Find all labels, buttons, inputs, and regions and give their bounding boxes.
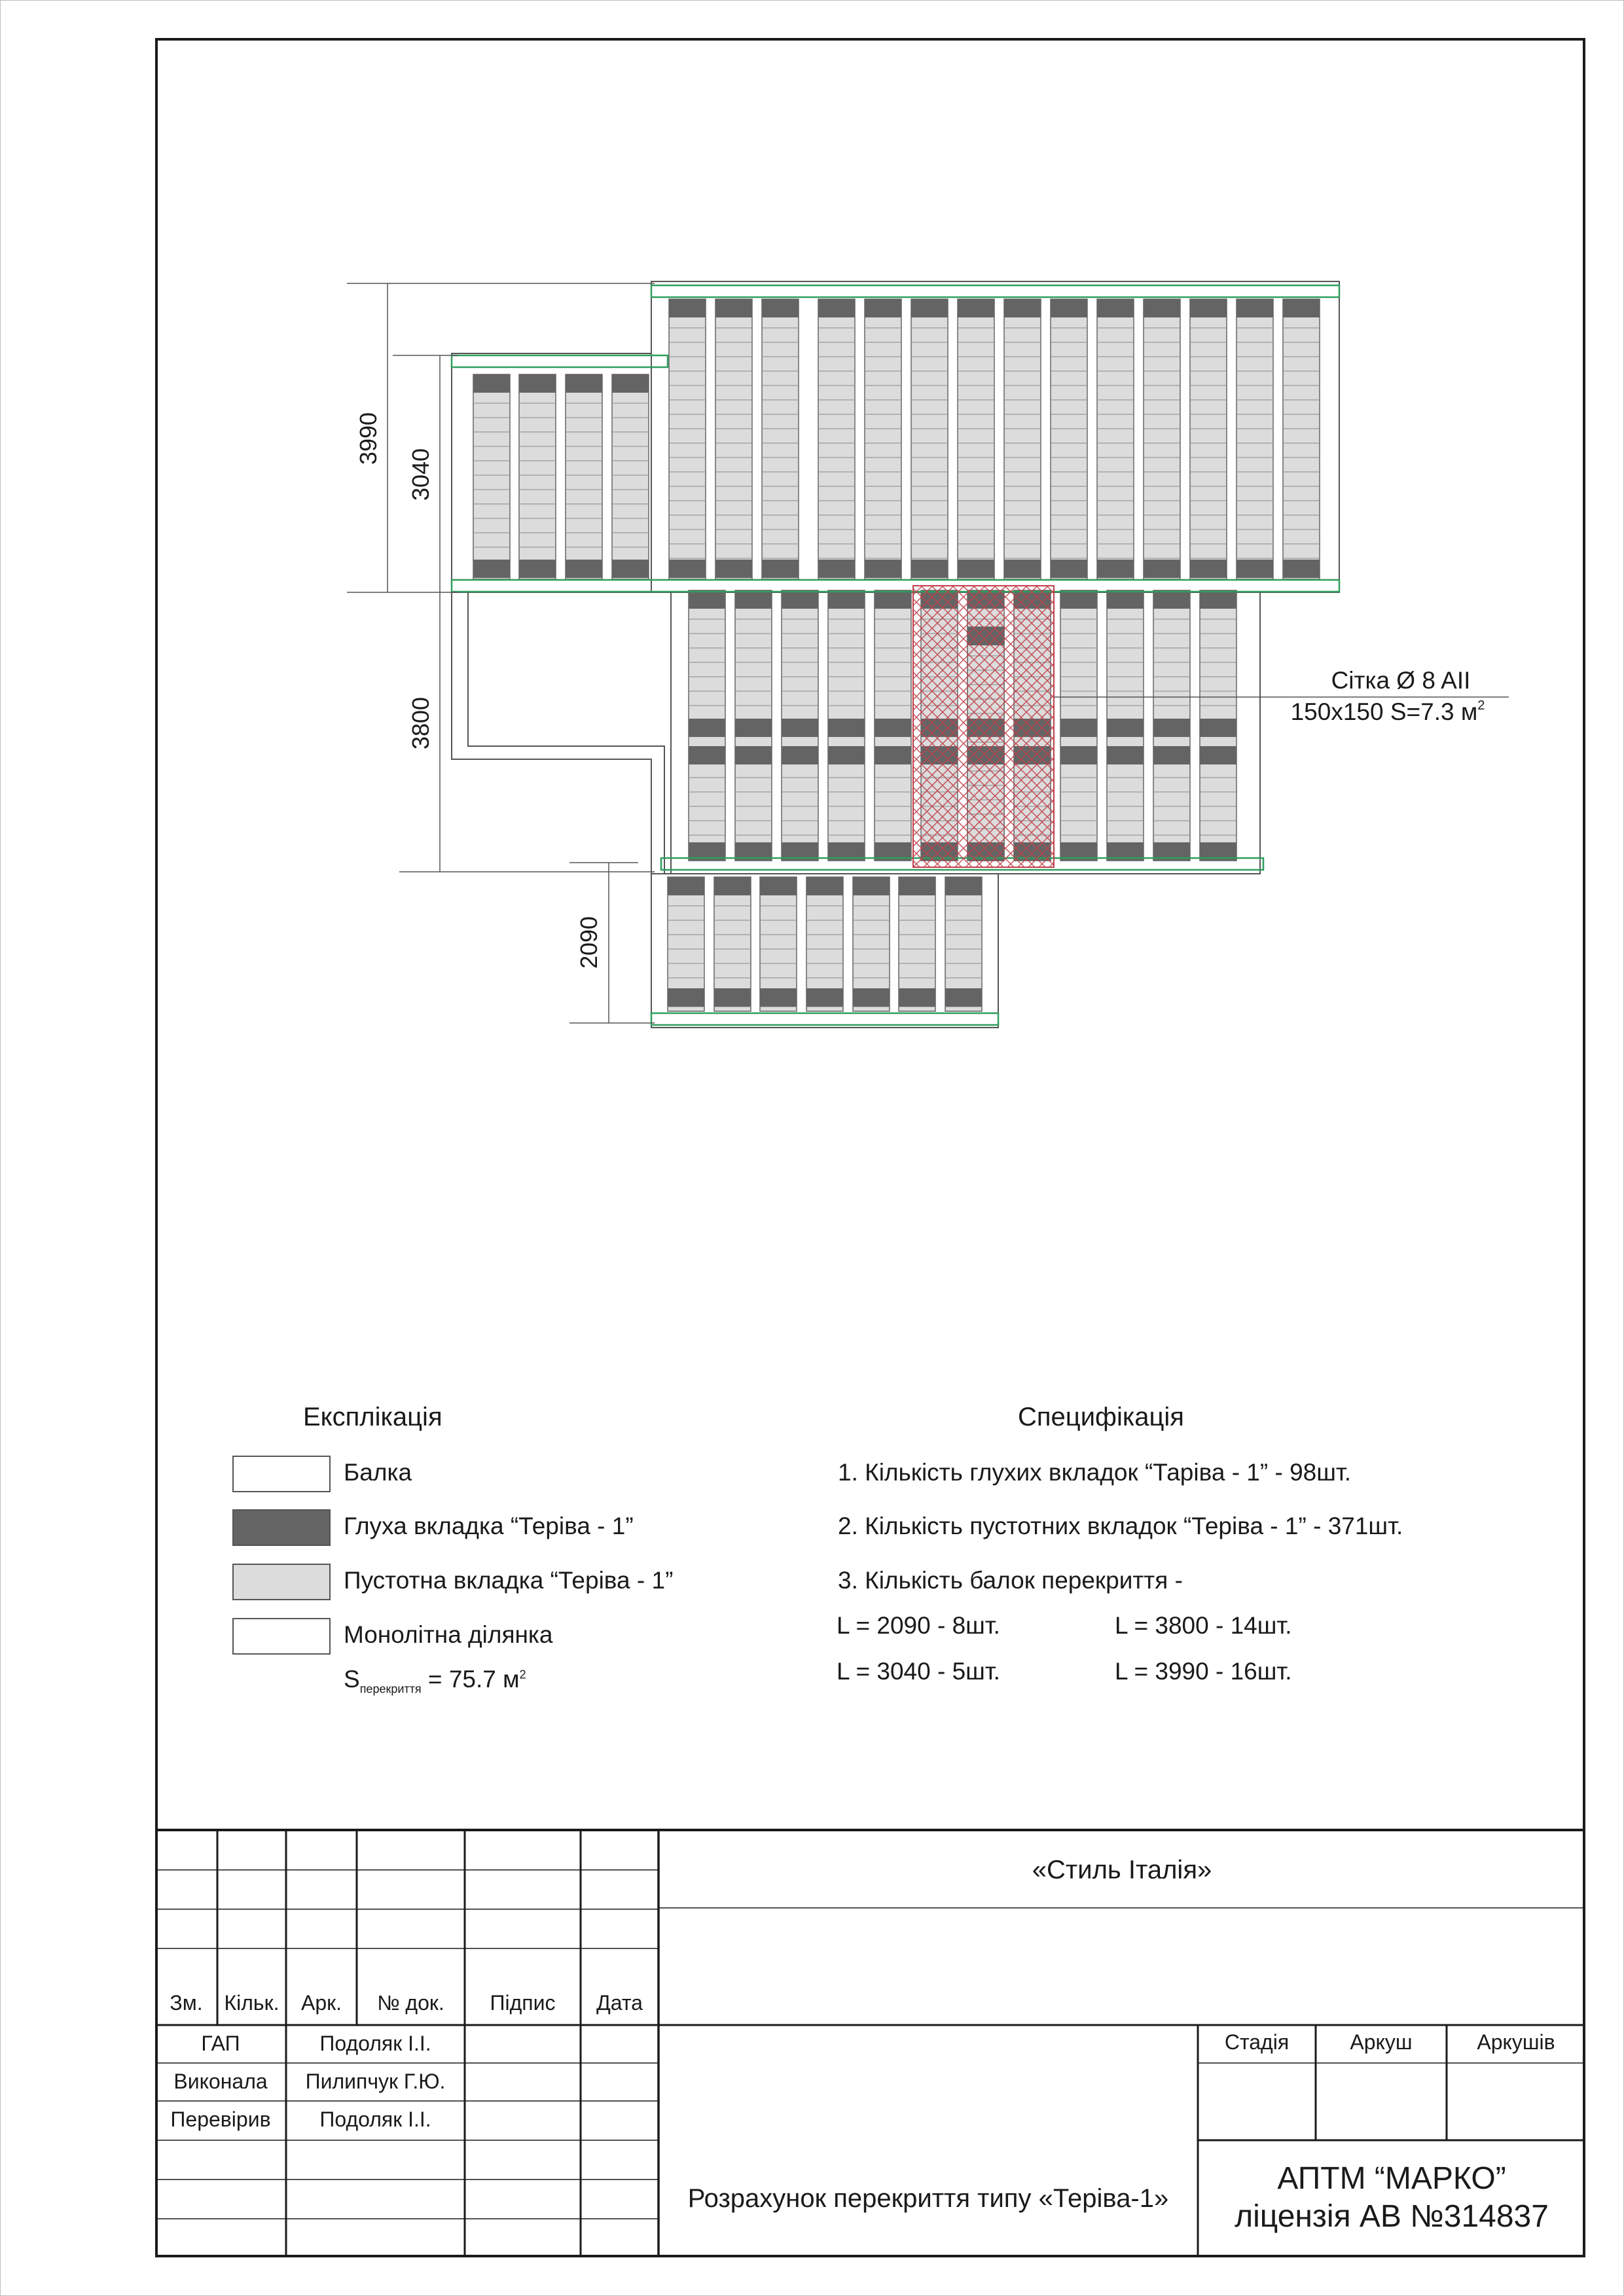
dimension-2090: 2090 — [575, 916, 602, 969]
block-column — [828, 590, 865, 861]
block-column — [1051, 299, 1087, 579]
beam-strip — [651, 285, 1339, 297]
tb-role-chief-architect: ГАП — [201, 2032, 240, 2055]
tb-firm-license: ліцензія АВ №314837 — [1235, 2199, 1549, 2234]
legend-label-solid-block: Глуха вкладка “Теріва - 1” — [344, 1513, 634, 1539]
mesh-note-line2: 150x150 S=7.3 $м^2$ — [1290, 698, 1485, 725]
slab-area: $S_{перекриття} = 75.7$ $м^2$ — [344, 1666, 526, 1696]
block-column — [519, 374, 556, 579]
tb-header-signature: Підпис — [490, 1991, 556, 2015]
tb-header-quantity: Кільк. — [224, 1991, 280, 2015]
block-column — [566, 374, 602, 579]
block-column — [911, 299, 948, 579]
spec-beam-3800: L = 3800 - 14шт. — [1115, 1612, 1292, 1639]
legend-swatch-beam — [232, 1456, 331, 1492]
block-column — [818, 299, 855, 579]
tb-header-sheet: Арк. — [300, 1991, 342, 2015]
beam-strip — [452, 355, 668, 367]
block-column — [806, 877, 843, 1011]
block-column — [714, 877, 751, 1011]
dimension-3990: 3990 — [355, 412, 382, 465]
spec-beam-3990: L = 3990 - 16шт. — [1115, 1658, 1292, 1685]
tb-header-stage: Стадія — [1224, 2030, 1290, 2054]
block-column — [1097, 299, 1134, 579]
block-column — [1153, 590, 1190, 861]
block-column — [958, 299, 994, 579]
tb-project-name: «Стиль Італія» — [1032, 1856, 1212, 1884]
tb-name-executed: Пилипчук Г.Ю. — [305, 2070, 446, 2093]
legend-label-monolithic: Монолітна ділянка — [344, 1621, 553, 1648]
block-column — [1107, 590, 1144, 861]
spec-line-beam-count: 3. Кількість балок перекриття - — [838, 1567, 1183, 1594]
block-column — [668, 877, 704, 1011]
tb-header-sheets-total: Аркушів — [1477, 2030, 1555, 2054]
block-column — [735, 590, 772, 861]
tb-header-sheet-no: Аркуш — [1350, 2030, 1413, 2054]
legend-label-hollow-block: Пустотна вкладка “Теріва - 1” — [344, 1567, 674, 1594]
block-column — [715, 299, 752, 579]
tb-name-checked: Подоляк І.І. — [319, 2108, 431, 2131]
dimension-3040: 3040 — [407, 448, 434, 501]
legend-swatch-monolithic — [232, 1618, 331, 1655]
legend-label-beam: Балка — [344, 1459, 412, 1486]
block-column — [899, 877, 935, 1011]
block-column — [1060, 590, 1097, 861]
mesh-reinforcement-zone — [913, 586, 1054, 867]
block-column — [1144, 299, 1180, 579]
tb-role-executed: Виконала — [173, 2070, 268, 2093]
block-column — [669, 299, 706, 579]
tb-document-title: Розрахунок перекриття типу «Теріва-1» — [687, 2184, 1169, 2213]
block-column — [1004, 299, 1041, 579]
spec-beam-3040: L = 3040 - 5шт. — [837, 1658, 1000, 1685]
block-column — [853, 877, 890, 1011]
tb-name-chief-architect: Подоляк І.І. — [319, 2032, 431, 2055]
block-column — [945, 877, 982, 1011]
block-column — [875, 590, 911, 861]
block-column — [1200, 590, 1236, 861]
tb-role-checked: Перевірив — [170, 2108, 271, 2131]
block-column — [612, 374, 649, 579]
legend-swatch-hollow-block — [232, 1564, 331, 1600]
spec-line-solid-count: 1. Кількість глухих вкладок “Таріва - 1” - 98шт. — [838, 1459, 1352, 1486]
mesh-note-line1: Сітка Ø 8 AII — [1331, 667, 1471, 694]
block-column — [782, 590, 818, 861]
block-column — [762, 299, 799, 579]
beam-strip — [651, 1013, 998, 1025]
floor-slab-plan — [0, 0, 1624, 1113]
spec-title: Специфікація — [1018, 1403, 1184, 1431]
block-column — [760, 877, 797, 1011]
block-column — [473, 374, 510, 579]
block-column — [865, 299, 901, 579]
block-column — [689, 590, 725, 861]
tb-header-doc-number: № док. — [377, 1991, 444, 2015]
dimension-3800: 3800 — [407, 696, 434, 750]
tb-firm-name: АПТМ “МАРКО” — [1277, 2161, 1506, 2196]
spec-beam-2090: L = 2090 - 8шт. — [837, 1612, 1000, 1639]
block-column — [1190, 299, 1227, 579]
tb-header-change: Зм. — [170, 1991, 203, 2015]
tb-header-date: Дата — [596, 1991, 643, 2015]
legend-title: Експлікація — [303, 1403, 442, 1431]
spec-line-hollow-count: 2. Кількість пустотних вкладок “Теріва - 1” - 371шт. — [838, 1513, 1403, 1539]
legend-swatch-solid-block — [232, 1509, 331, 1546]
block-column — [1283, 299, 1320, 579]
block-column — [1236, 299, 1273, 579]
